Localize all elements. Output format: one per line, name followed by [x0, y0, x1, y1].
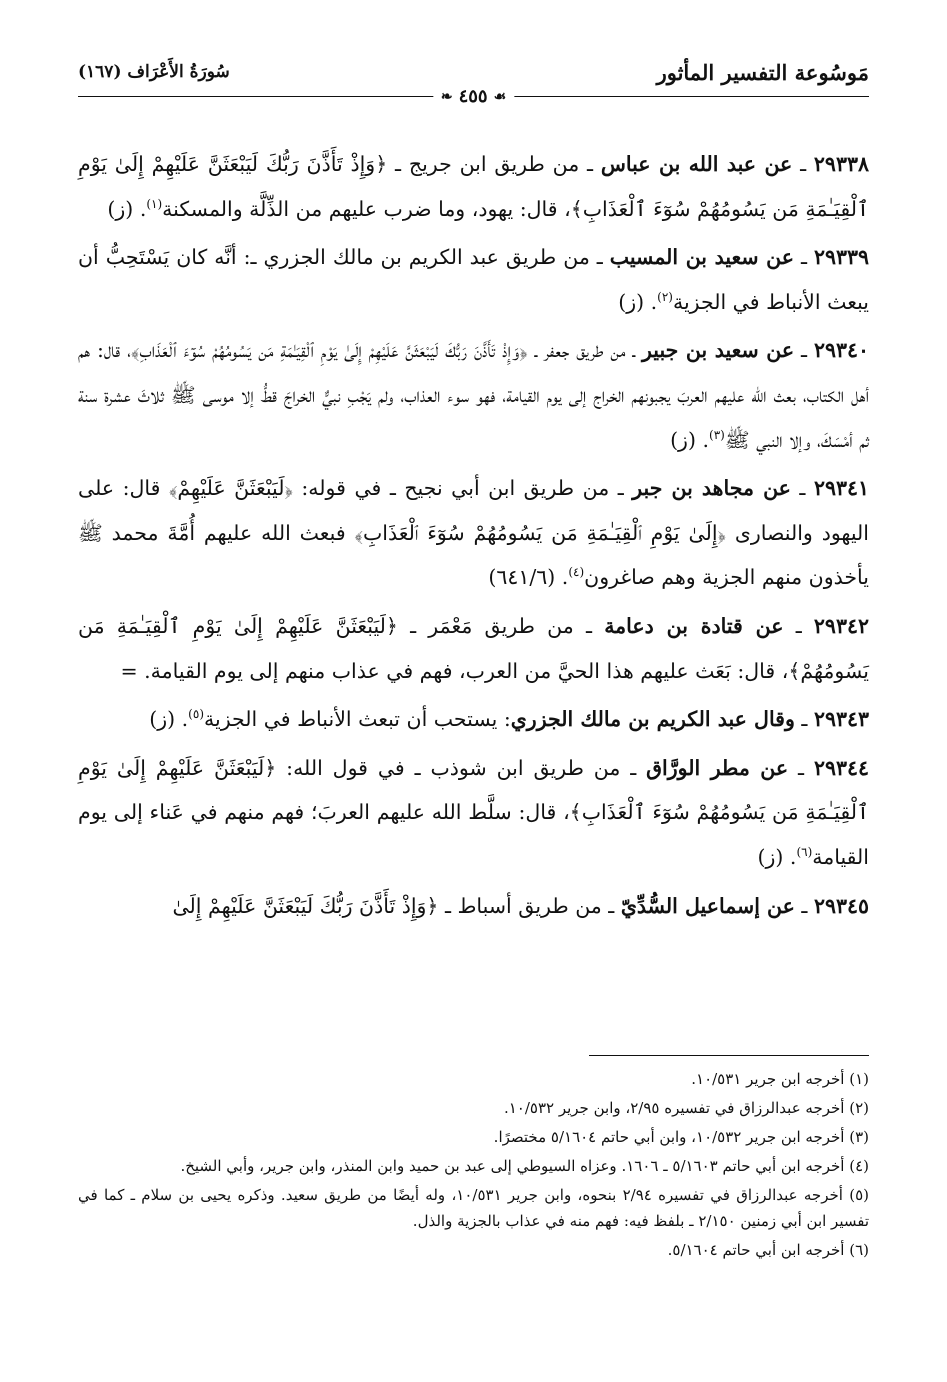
narration-text: ـ من طريق ابن شوذب ـ في قول الله: ﴿لَيَبْعَثَنَّ عَلَيْهِمْ إِلَىٰ يَوْمِ ٱلْقِيَـٰمَةِ مَن يَسُومُهُمْ سُوٓءَ ٱلْعَذَابِ﴾، قال: سلَّط الله عليهم العربَ؛ فهم منهم في عَناء إلى يوم القيامة	[78, 755, 869, 869]
narrator-name: عن قتادة بن دعامة	[604, 613, 784, 638]
narrator-name: عن مطر الورَّاق	[646, 755, 789, 780]
surah-title: سُورَةُ الأَعْرَاف (١٦٧)	[78, 62, 230, 82]
narration-tail: . (ز)	[757, 844, 797, 869]
narration-number: ٢٩٣٤٣	[813, 707, 869, 732]
narration-text: ـ من طريق ابن أبي نجيح ـ في قوله: ﴿لَيَبْعَثَنَّ عَلَيْهِمْ﴾ قال: على اليهود والنصارى ﴿إِلَىٰ يَوْمِ ٱلْقِيَـٰمَةِ مَن يَسُومُهُمْ سُوٓءَ ٱلْعَذَابِ﴾ فبعث الله عليهم أُمَّةَ محمد ﷺ يأخذون منهم الجزية وهم صاغرون	[78, 476, 869, 590]
narration-number: ٢٩٣٤٥	[813, 893, 869, 918]
narration-number: ٢٩٣٤١	[813, 476, 869, 501]
footnotes	[78, 1066, 869, 1266]
footnote-separator	[589, 1055, 869, 1056]
narrator-name: عن عبد الله بن عباس	[600, 152, 793, 176]
narration-tail: . (ز)	[107, 196, 147, 221]
narration-number: ٢٩٣٤٢	[813, 613, 869, 638]
page-number-box	[433, 86, 514, 107]
narrator-name: عن سعيد بن جبير	[641, 338, 795, 363]
narration-tail: . (ز)	[618, 289, 658, 314]
narrator-name: وقال عبد الكريم بن مالك الجزري	[510, 707, 795, 732]
narration-text: : يستحب أن تبعث الأنباط في الجزية	[204, 707, 511, 732]
narration-entry: ٢٩٣٤٣ ـ وقال عبد الكريم بن مالك الجزري: يستحب أن تبعث الأنباط في الجزية$^{(٥)}$. (ز)	[149, 707, 869, 732]
narration-number: ٢٩٣٤٠	[813, 338, 869, 363]
narration-number: ٢٩٣٣٩	[813, 245, 869, 270]
ornament-icon: ❧	[440, 88, 453, 105]
footnote: (٦) أخرجه ابن أبي حاتم ٥/١٦٠٤.	[667, 1241, 869, 1259]
narration-entry: ٢٩٣٤٥ ـ عن إسماعيل السُّدِّيّ ـ من طريق أسباط ـ ﴿وَإِذْ تَأَذَّنَ رَبُّكَ لَيَبْعَثَنَّ عَلَيْهِمْ إِلَىٰ	[172, 893, 869, 918]
narration-tail: . (ز)	[149, 707, 189, 732]
narration-tail: . (ز)	[670, 427, 709, 452]
narration-entry: ٢٩٣٣٩ ـ عن سعيد بن المسيب ـ من طريق عبد الكريم بن مالك الجزري ـ: أنَّه كان يَسْتَحِبُّ أن يبعث الأنباط في الجزية$^{(٢)}$. (ز)	[78, 245, 869, 314]
footnote-ref[interactable]: (٢)	[657, 289, 673, 304]
narrator-name: عن سعيد بن المسيب	[609, 245, 795, 270]
page-header	[78, 52, 869, 107]
footnote: (٣) أخرجه ابن جرير ١٠/٥٣٢، وابن أبي حاتم ٥/١٦٠٤ مختصرًا.	[493, 1128, 869, 1146]
footnote: (١) أخرجه ابن جرير ١٠/٥٣١.	[691, 1070, 869, 1088]
narration-entry: ٢٩٣٤١ ـ عن مجاهد بن جبر ـ من طريق ابن أبي نجيح ـ في قوله: ﴿لَيَبْعَثَنَّ عَلَيْهِمْ﴾ قال: على اليهود والنصارى ﴿إِلَىٰ يَوْمِ ٱلْقِيَـٰمَةِ مَن يَسُومُهُمْ سُوٓءَ ٱلْعَذَابِ﴾ فبعث الله عليهم أُمَّةَ محمد ﷺ يأخذون منهم الجزية وهم صاغرون$^{(٤)}$. (٦٤١/٦)	[78, 476, 869, 590]
narration-tail: . (٦٤١/٦)	[488, 565, 569, 590]
page-number: ٤٥٥	[458, 86, 488, 107]
book-title: مَوسُوعة التفسير المأثور	[656, 60, 869, 85]
footnote-ref[interactable]: (٤)	[568, 565, 585, 580]
narration-entry: ٢٩٣٤٠ ـ عن سعيد بن جبير ـ من طريق جعفر ـ ﴿وَإِذْ تَأَذَّنَ رَبُّكَ لَيَبْعَثَنَّ عَلَيْهِمْ إِلَىٰ يَوْمِ ٱلْقِيَـٰمَةِ مَن يَسُومُهُمْ سُوٓءَ ٱلْعَذَابِ﴾، قال: هم أهل الكتاب، بعث الله عليهم العربَ يجبونهم الخراج إلى يوم القيامة، فهو سوء العذاب، ولم يَجْبِ نبيٌّ الخراجَ قطُّ إلا موسى ﷺ ثلاثَ عشرة سنة ثم أمْسَكَ، وإلا النبي ﷺ$^{(٣)}$. (ز)	[78, 338, 869, 452]
footnote-ref[interactable]: (٦)	[796, 845, 813, 860]
footnote: (٢) أخرجه عبدالرزاق في تفسيره ٢/٩٥، وابن جرير ١٠/٥٣٢.	[503, 1099, 869, 1117]
main-text	[78, 142, 869, 932]
narration-text: ـ من طريق عبد الكريم بن مالك الجزري ـ: أنَّه كان يَسْتَحِبُّ أن يبعث الأنباط في الجزية	[78, 245, 869, 314]
footnote-ref[interactable]: (١)	[146, 196, 163, 211]
footnote-ref[interactable]: (٥)	[188, 707, 204, 722]
narration-number: ٢٩٣٤٤	[813, 755, 869, 780]
ornament-icon: ☙	[493, 88, 507, 105]
narration-text: ـ من طريق جعفر ـ ﴿وَإِذْ تَأَذَّنَ رَبُّكَ لَيَبْعَثَنَّ عَلَيْهِمْ إِلَىٰ يَوْمِ ٱلْقِيَـٰمَةِ مَن يَسُومُهُمْ سُوٓءَ ٱلْعَذَابِ﴾، قال: هم أهل الكتاب، بعث الله عليهم العربَ يجبونهم الخراج إلى يوم القيامة، فهو سوء العذاب، ولم يَجْبِ نبيٌّ الخراجَ قطُّ إلا موسى ﷺ ثلاثَ عشرة سنة ثم أمْسَكَ، وإلا النبي ﷺ	[78, 338, 869, 452]
narration-text: ـ من طريق ابن جريج ـ ﴿وَإِذْ تَأَذَّنَ رَبُّكَ لَيَبْعَثَنَّ عَلَيْهِمْ إِلَىٰ يَوْمِ ٱلْقِيَـٰمَةِ مَن يَسُومُهُمْ سُوٓءَ ٱلْعَذَابِ﴾، قال: يهود، وما ضرب عليهم من الذِّلَّة والمسكنة	[78, 152, 869, 221]
footnote: (٤) أخرجه ابن أبي حاتم ٥/١٦٠٣ ـ ١٦٠٦. وعزاه السيوطي إلى عبد بن حميد وابن المنذر، وابن جرير، وأبي الشيخ.	[180, 1157, 869, 1175]
footnote-ref[interactable]: (٣)	[709, 427, 725, 442]
narration-entry: ٢٩٣٣٨ ـ عن عبد الله بن عباس ـ من طريق ابن جريج ـ ﴿وَإِذْ تَأَذَّنَ رَبُّكَ لَيَبْعَثَنَّ عَلَيْهِمْ إِلَىٰ يَوْمِ ٱلْقِيَـٰمَةِ مَن يَسُومُهُمْ سُوٓءَ ٱلْعَذَابِ﴾، قال: يهود، وما ضرب عليهم من الذِّلَّة والمسكنة$^{(١)}$. (ز)	[78, 152, 869, 221]
narrator-name: عن إسماعيل السُّدِّيّ	[620, 893, 795, 918]
narration-entry: ٢٩٣٤٤ ـ عن مطر الورَّاق ـ من طريق ابن شوذب ـ في قول الله: ﴿لَيَبْعَثَنَّ عَلَيْهِمْ إِلَىٰ يَوْمِ ٱلْقِيَـٰمَةِ مَن يَسُومُهُمْ سُوٓءَ ٱلْعَذَابِ﴾، قال: سلَّط الله عليهم العربَ؛ فهم منهم في عَناء إلى يوم القيامة$^{(٦)}$. (ز)	[78, 755, 869, 869]
narrator-name: عن مجاهد بن جبر	[632, 476, 791, 501]
narration-number: ٢٩٣٣٨	[813, 152, 869, 176]
narration-text: ـ من طريق مَعْمَر ـ ﴿لَيَبْعَثَنَّ عَلَيْهِمْ إِلَىٰ يَوْمِ ٱلْقِيَـٰمَةِ مَن يَسُومُهُمْ﴾، قال: بَعَث عليهم هذا الحيَّ من العرب، فهم في عذاب منهم إلى يوم القيامة. =	[78, 613, 869, 683]
narration-entry: ٢٩٣٤٢ ـ عن قتادة بن دعامة ـ من طريق مَعْمَر ـ ﴿لَيَبْعَثَنَّ عَلَيْهِمْ إِلَىٰ يَوْمِ ٱلْقِيَـٰمَةِ مَن يَسُومُهُمْ﴾، قال: بَعَث عليهم هذا الحيَّ من العرب، فهم في عذاب منهم إلى يوم القيامة. =	[78, 613, 869, 683]
footnote: (٥) أخرجه عبدالرزاق في تفسيره ٢/٩٤ بنحوه، وابن جرير ١٠/٥٣١، وله أيضًا من طريق سعيد. وذكره يحيى بن سلام ـ كما في تفسير ابن أبي زمنين ٢/١٥٠ ـ بلفظ فيه: فهم منه في عذاب بالجزية والذل.	[78, 1186, 869, 1230]
narration-text: ـ من طريق أسباط ـ ﴿وَإِذْ تَأَذَّنَ رَبُّكَ لَيَبْعَثَنَّ عَلَيْهِمْ إِلَىٰ	[172, 893, 621, 918]
